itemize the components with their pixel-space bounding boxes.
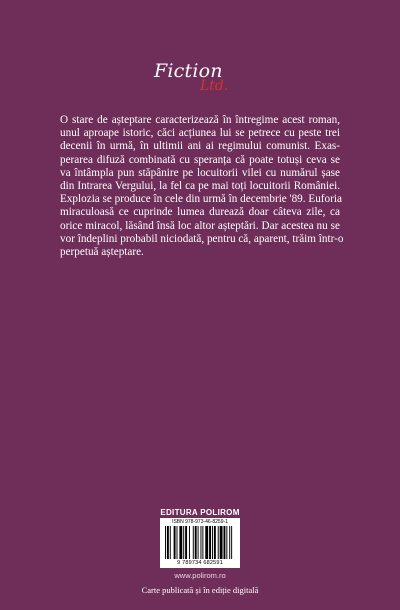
barcode-stripe xyxy=(185,526,187,559)
barcode-stripe xyxy=(231,526,232,559)
blurb-line: miraculoasă ce cuprinde lumea durează doar câteva zile, ca xyxy=(60,206,340,219)
barcode-stripe xyxy=(179,526,182,559)
digital-edition-note: Carte publicată și în ediție digitală xyxy=(141,585,259,595)
blurb-line: orice miracol, lăsând însă loc altor așteptări. Dar acestea nu se xyxy=(60,219,340,232)
blurb-line: decenii în urmă, în ultimii ani ai regimului comunist. Exas- xyxy=(60,140,340,153)
blurb-line: vor îndeplini probabil niciodată, pentru că, aparent, trăim într-o xyxy=(60,232,344,245)
barcode-stripe xyxy=(209,526,211,559)
blurb-line: O stare de așteptare caracterizează în întregime acest roman, xyxy=(60,114,340,126)
barcode-stripe xyxy=(165,526,166,559)
publisher-name: EDITURA POLIROM xyxy=(160,508,240,517)
blurb-line: va întâmpla pun stăpânire pe locuitorii vilei cu numărul șase xyxy=(60,166,340,179)
blurb-line: Explozia se produce în cele din urmă în decembrie '89. Euforia xyxy=(60,193,342,206)
barcode-stripe xyxy=(170,526,171,559)
barcode-stripe xyxy=(226,526,227,559)
barcode-stripe xyxy=(229,526,230,559)
blurb-paragraph xyxy=(60,114,344,259)
barcode-stripe xyxy=(214,526,216,559)
barcode-stripe xyxy=(195,526,197,559)
barcode-bars xyxy=(165,526,235,559)
blurb-line: perarea difuză combinată cu speranța că poate totuși ceva se xyxy=(60,153,340,166)
fiction-ltd-logo xyxy=(150,60,250,100)
barcode-stripe xyxy=(220,526,223,559)
publisher-url: www.polirom.ro xyxy=(174,571,226,580)
barcode-stripe xyxy=(177,526,178,559)
barcode-stripe xyxy=(193,526,194,559)
barcode-stripe xyxy=(200,526,201,559)
barcode-stripe xyxy=(202,526,203,559)
blurb-line: perpetuă așteptare. xyxy=(60,246,144,259)
barcode-stripe xyxy=(198,526,199,559)
barcode-stripe xyxy=(223,526,225,559)
barcode-stripe xyxy=(212,526,213,559)
isbn-number: ISBN 978-973-46-8259-1 xyxy=(172,519,228,525)
barcode-stripe xyxy=(174,526,176,559)
barcode-stripe xyxy=(167,526,169,559)
barcode-stripe xyxy=(218,526,219,559)
barcode-stripe xyxy=(189,526,190,559)
barcode-stripe xyxy=(183,526,184,559)
blurb-line: din Intrarea Vergului, la fel ca pe mai toți locuitorii României. xyxy=(60,180,340,193)
isbn-barcode xyxy=(160,518,240,568)
logo-ltd-text: Ltd. xyxy=(200,78,229,94)
blurb-line: unul aproape istoric, căci acțiunea lui se petrece cu peste trei xyxy=(60,127,340,140)
barcode-stripe xyxy=(205,526,208,559)
barcode-digits: 9 789734 682591 xyxy=(177,560,223,566)
logo-fiction-text: Fiction xyxy=(154,60,223,82)
